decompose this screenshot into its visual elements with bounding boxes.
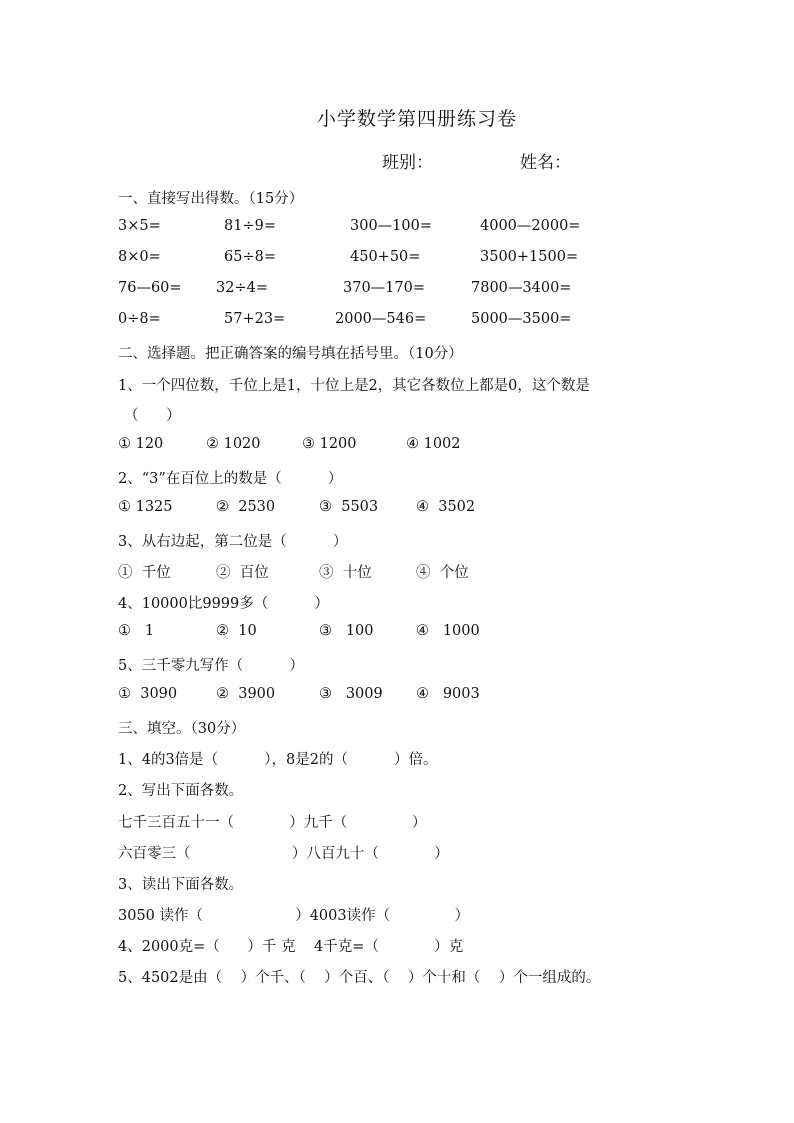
option: ④ 9003 — [416, 686, 480, 702]
calc-row — [0, 311, 794, 331]
option: ② 2530 — [216, 499, 276, 515]
fill-line: 2、写出下面各数。 — [118, 783, 244, 799]
section2-heading: 二、选择题。把正确答案的编号填在括号里。（10分） — [118, 346, 463, 362]
calc-item: 57+23= — [224, 311, 286, 327]
calc-item: 76—60= — [118, 280, 182, 296]
calc-item: 3500+1500= — [480, 249, 579, 265]
section1-heading: 一、直接写出得数。（15分） — [118, 191, 304, 207]
question-text: 2、“3”在百位上的数是（ ） — [118, 471, 343, 487]
option: ② 10 — [216, 623, 257, 639]
fill-line: 4、2000克=（ ）千 克 4千克=（ ）克 — [118, 939, 464, 955]
fill-line: 3050 读作（ ）4003读作（ ） — [118, 908, 470, 924]
option: ② 百位 — [216, 565, 269, 581]
calc-item: 3×5= — [118, 218, 161, 234]
page-title: 小学数学第四册练习卷 — [316, 108, 517, 130]
calc-item: 370—170= — [343, 280, 426, 296]
option: ④ 1002 — [406, 436, 461, 452]
option: ① 1 — [118, 623, 155, 639]
option: ④ 3502 — [416, 499, 476, 515]
option: ③ 3009 — [319, 686, 383, 702]
option: ② 3900 — [216, 686, 276, 702]
fill-line: 1、4的3倍是（ ），8是2的（ ）倍。 — [118, 752, 438, 768]
question-text: 3、从右边起，第二位是（ ） — [118, 534, 348, 550]
calc-item: 8×0= — [118, 249, 161, 265]
fill-line: 5、4502是由（ ）个千、（ ）个百、（ ）个十和（ ）个一组成的。 — [118, 970, 601, 986]
option: ④ 个位 — [416, 565, 469, 581]
calc-item: 81÷9= — [224, 218, 276, 234]
calc-row — [0, 249, 794, 269]
option: ① 120 — [118, 436, 164, 452]
question-text: 1、一个四位数，千位上是1，十位上是2，其它各数位上都是0，这个数是 — [118, 378, 590, 394]
option: ③ 1200 — [302, 436, 357, 452]
calc-item: 32÷4= — [216, 280, 268, 296]
calc-row — [0, 218, 794, 238]
name-label: 姓名： — [520, 153, 571, 173]
calc-row — [0, 280, 794, 300]
option: ④ 1000 — [416, 623, 480, 639]
calc-item: 2000—546= — [335, 311, 427, 327]
calc-item: 5000—3500= — [471, 311, 572, 327]
fill-line: 七千三百五十一（ ）九千（ ） — [118, 815, 427, 831]
question-text: 5、三千零九写作（ ） — [118, 658, 304, 674]
calc-item: 4000—2000= — [480, 218, 581, 234]
calc-item: 65÷8= — [224, 249, 276, 265]
calc-item: 0÷8= — [118, 311, 161, 327]
class-label: 班别： — [382, 153, 433, 173]
option: ② 1020 — [206, 436, 261, 452]
question-text: 4、10000比9999多（ ） — [118, 596, 329, 612]
answer-paren: （ ） — [124, 408, 181, 424]
option: ① 千位 — [118, 565, 171, 581]
option: ③ 5503 — [319, 499, 379, 515]
fill-line: 六百零三（ ）八百九十（ ） — [118, 846, 449, 862]
option: ③ 十位 — [319, 565, 372, 581]
section3-heading: 三、填空。（30分） — [118, 721, 246, 737]
calc-item: 300—100= — [350, 218, 433, 234]
calc-item: 7800—3400= — [471, 280, 572, 296]
fill-line: 3、读出下面各数。 — [118, 877, 244, 893]
option: ① 1325 — [118, 499, 173, 515]
calc-item: 450+50= — [350, 249, 421, 265]
option: ① 3090 — [118, 686, 178, 702]
option: ③ 100 — [319, 623, 374, 639]
